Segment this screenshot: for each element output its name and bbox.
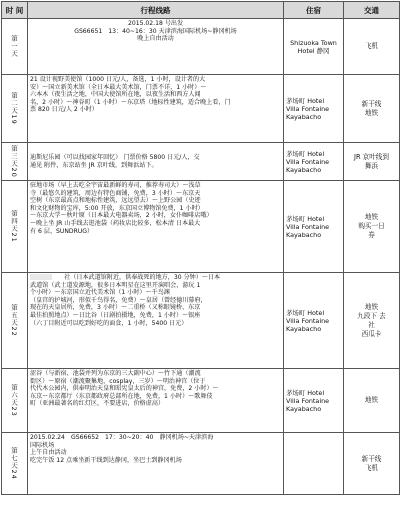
header-hotel: 住宿 <box>284 2 344 19</box>
hotel-cell <box>284 273 344 369</box>
hotel-cell <box>284 75 344 143</box>
transport-line: 地铁 <box>364 302 379 311</box>
day-label: 第六天23 <box>2 369 28 433</box>
route-line-text: 社（日本武道馆附近，供奉战死的地方，30 分钟）～日本 <box>52 274 221 281</box>
hotel-line: Kayabacho <box>286 112 322 121</box>
transport-cell <box>344 75 400 143</box>
route-line: 和文化财物的宝库，5:00 开放，东京国立博物馆免费，1 小时） <box>30 204 204 212</box>
hotel-line: Hotel 静冈 <box>297 46 330 55</box>
hotel-line: Villa Fontaine <box>286 104 330 113</box>
day-label: 第五天22 <box>2 273 28 369</box>
hotel-line: 茅场町 Hotel <box>286 308 325 317</box>
transport-cell <box>344 273 400 369</box>
day-label: 第一天 <box>2 19 28 75</box>
route-line: 空树（东京最高点和地标性建筑，远远望去）～上野公园（史迹 <box>30 197 201 205</box>
header-transport: 交通 <box>344 2 400 19</box>
route-line: 迪斯尼乐园（可以找园家年回忆） 门票价格 5800 日元/人，交 <box>30 153 200 161</box>
route-line: 个小时）～东京国立近代美术馆（1 小时）～千鸟渊 <box>30 289 170 297</box>
day-row-3 <box>2 143 400 181</box>
route-line: 町（亚洲最著名的红灯区，不要进店，价格虚高） <box>30 400 165 408</box>
transport-line: 地铁 <box>364 108 379 117</box>
route-line: （皇宫的护城河，形似千鸟得名，免费）～皇居（曾经德川幕府， <box>30 296 207 304</box>
route-line: GS66651 13：40~16：30 天津滨海国际机场~静冈机场 <box>74 27 237 35</box>
route-line: 安）～国立新美术馆（全日本最大美术馆，门票不详，1 小时）～ <box>30 83 207 91</box>
route-line: 东京～东京都厅（东京都政府总部所在地，免费，1 小时）～歌舞伎 <box>30 392 213 400</box>
day-row-1 <box>2 19 400 75</box>
transport-cell <box>344 369 400 433</box>
transport-line: 飞机 <box>364 463 379 472</box>
transport-cell <box>344 433 400 495</box>
day-label: 第三天20 <box>2 143 28 181</box>
route-line: ～晚上坐 JR 山手线去逛池袋（药妆店比较多，松本清 日本最大 <box>30 219 201 227</box>
transport-line: 社 <box>368 320 375 329</box>
hotel-line: Villa Fontaine <box>286 157 330 166</box>
day-row-5 <box>2 273 400 369</box>
route-line: 通见 附件，东京站坐 JR 京叶线，到舞浜站下。 <box>30 161 158 169</box>
route-cell <box>28 143 284 181</box>
route-line: 寺（最悠久的建筑，周边有特色商铺，免费，3 小时）～东京天 <box>30 189 201 197</box>
route-line <box>30 274 281 282</box>
day-row-2 <box>2 75 400 143</box>
route-cell <box>28 75 284 143</box>
transport-cell <box>344 181 400 273</box>
route-line: 代代木公园内，供奉明治天皇和昭宪皇太后的神宫，免费，2 小时）～ <box>30 385 219 393</box>
transport-line: 券 <box>368 231 375 239</box>
day-row-6 <box>2 369 400 433</box>
hotel-line: Villa Fontaine <box>286 316 330 325</box>
transport-line: JR 京叶线到 <box>354 152 389 161</box>
transport-line: 九段下 去 <box>357 311 386 320</box>
hotel-line: Kayabacho <box>286 230 322 239</box>
transport-line: 飞机 <box>364 42 379 50</box>
route-line: 21 设计视野美使馆（1000 日元/人，备选，1 小时，设计者的大 <box>30 76 206 83</box>
hotel-line: Kayabacho <box>286 165 322 174</box>
transport-cell <box>344 143 400 181</box>
hotel-line: Shizuoka Town <box>290 38 337 47</box>
route-line: 吃完午饭 12 点乘坐新干线到达静冈，坐巴士到静冈机场 <box>30 456 182 464</box>
header-route: 行程线路 <box>28 2 284 19</box>
hotel-line: Kayabacho <box>286 324 322 333</box>
route-line: 武道馆（武士道发源地，很多日本明星在这里开演唱会，游玩 1 <box>30 281 201 289</box>
day-label: 第四天21 <box>2 181 28 273</box>
transport-line: 新干线 <box>361 454 382 463</box>
route-line: 2015.02.18 号出发 <box>127 20 184 27</box>
transport-cell <box>344 19 400 75</box>
route-line: 驻地市场（早上去吃全宇宙最新鲜的寿司，推荐寿司大）～浅草 <box>30 182 201 189</box>
transport-line: 地铁 <box>364 213 379 221</box>
hotel-cell <box>284 19 344 75</box>
day-label: 第二天19 <box>2 75 28 143</box>
route-line: 票 820 日元/人 2 小时） <box>30 106 98 114</box>
transport-line: 西瓜卡 <box>361 329 382 338</box>
route-line: 名，2 小时）～神谷町（1 小时）～东京塔（地标性建筑，适合晚上看，门 <box>30 98 231 106</box>
transport-line: 地铁 <box>364 396 379 404</box>
route-line: 上午自由活动 <box>30 449 67 457</box>
route-line: 最佳拍照地点）～日比谷（日剧拍摄地，免费，1 小时）～银座 <box>30 311 201 319</box>
route-cell <box>28 19 284 75</box>
route-line: 涩谷（与新宿、池袋并列为东京的三大副中心）～竹下通（潮流 <box>30 370 201 377</box>
route-cell <box>28 433 284 495</box>
route-line: 有 6 层、SUNDRUG） <box>30 227 94 235</box>
hotel-line: Kayabacho <box>286 404 322 413</box>
redacted-mark <box>30 274 52 280</box>
route-line: 2015.02.24 GS66652 17：30~20：40 静冈机场~天津滨海 <box>30 434 214 441</box>
route-line: 现在的天皇居所，免费，3 小时）～二重桥（又称眼镜桥，东京 <box>30 304 201 312</box>
day-label: 第七天24 <box>2 433 28 495</box>
route-line: 六本木（夜生活之地，中国大使馆所在地，以夜生活和西方人闻 <box>30 91 201 99</box>
route-line: ～东京大学～秋叶原（日本最大电器卖场，2 小时，女仆咖啡店哦） <box>30 212 213 220</box>
hotel-line: 茅场町 Hotel <box>286 96 325 105</box>
day-row-7 <box>2 433 400 495</box>
itinerary-table <box>1 1 400 495</box>
hotel-line: 茅场町 Hotel <box>286 149 325 158</box>
transport-line: 购买一日 <box>358 222 385 230</box>
hotel-line: Villa Fontaine <box>286 222 330 231</box>
header-row <box>2 2 400 19</box>
header-time: 时 间 <box>2 2 28 19</box>
route-line: 晚上自由活动 <box>137 35 174 43</box>
route-line: 国际机场 <box>30 441 55 449</box>
hotel-cell <box>284 143 344 181</box>
route-line: （六丁目附近可以吃到好吃的面食，1 小时，5400 日元） <box>30 319 188 327</box>
hotel-line: 茅场町 Hotel <box>286 214 325 223</box>
day-row-4 <box>2 181 400 273</box>
hotel-cell <box>284 369 344 433</box>
hotel-line: Villa Fontaine <box>286 396 330 405</box>
route-line: 街区）～原宿（潮流聚集地，cosplay，三岁）～明治神宫（位于 <box>30 377 206 385</box>
hotel-line: 茅场町 Hotel <box>286 388 325 397</box>
route-cell <box>28 273 284 369</box>
hotel-cell <box>284 181 344 273</box>
hotel-cell <box>284 433 344 495</box>
route-cell <box>28 181 284 273</box>
transport-line: 舞浜 <box>364 161 379 170</box>
route-cell <box>28 369 284 433</box>
transport-line: 新干线 <box>361 99 382 108</box>
